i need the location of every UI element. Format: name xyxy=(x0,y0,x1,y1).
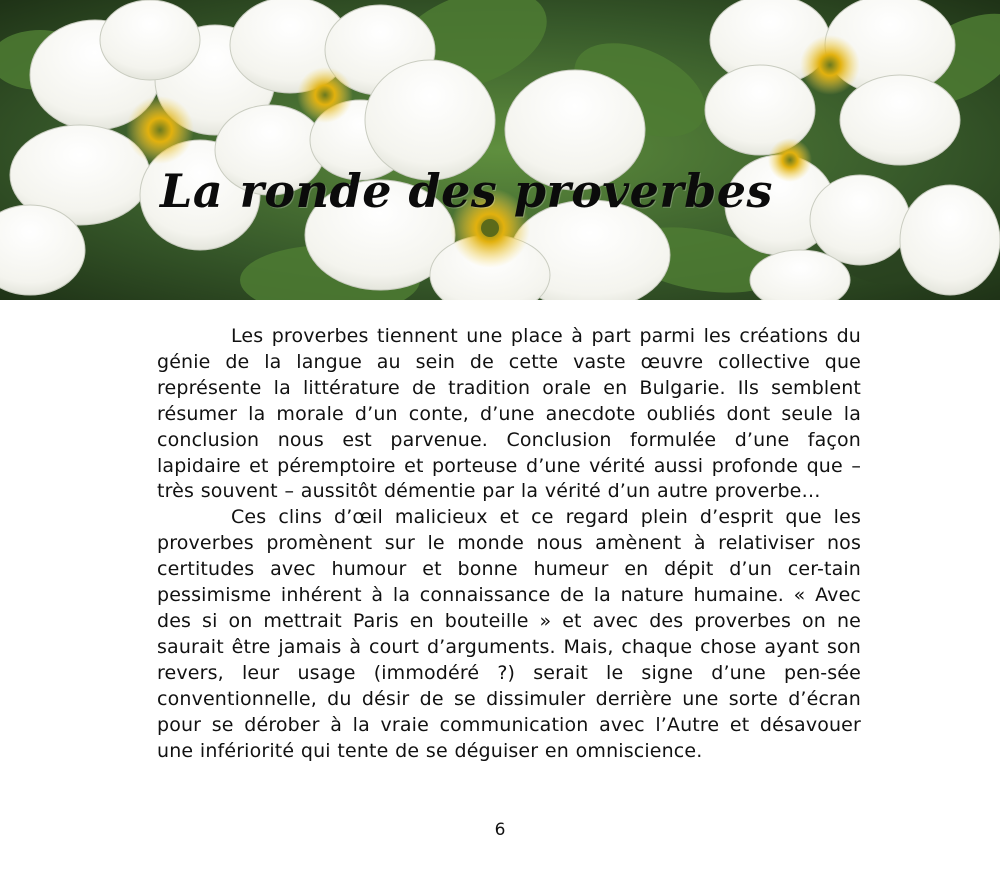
paragraph: Les proverbes tiennent une place à part parmi les créations du génie de la langue au sein de cette vaste œuvre collective que représente la littérature de tradition orale en Bulgarie. Ils semblent résumer la morale d’un conte, d’une anecdote oubliés dont seule la conclusion nous est parvenue. Conclusion formulée d’une façon lapidaire et péremptoire et porteuse d’une vérité aussi profonde que – très souvent – aussitôt démentie par la vérité d’un autre proverbe… xyxy=(157,325,861,503)
page-title: La ronde des proverbes xyxy=(160,164,773,218)
body-text xyxy=(157,324,861,764)
primrose-photo xyxy=(0,0,1000,300)
header-banner xyxy=(0,0,1000,300)
page-number: 6 xyxy=(494,820,506,840)
paragraph: Ces clins d’œil malicieux et ce regard plein d’esprit que les proverbes promènent sur le monde nous amènent à relativiser nos certitudes avec humour et bonne humeur en dépit d’un cer-tain pessimisme inhérent à la connaissance de la nature humaine. « Avec des si on mettrait Paris en bouteille » et avec des proverbes on ne saurait être jamais à court d’arguments. Mais, chaque chose ayant son revers, leur usage (immodéré ?) serait le signe d’une pen-sée conventionnelle, du désir de se dissimuler derrière une sorte d’écran pour se dérober à la vraie communication avec l’Autre et désavouer une infériorité qui tente de se déguiser en omniscience. xyxy=(157,506,861,762)
